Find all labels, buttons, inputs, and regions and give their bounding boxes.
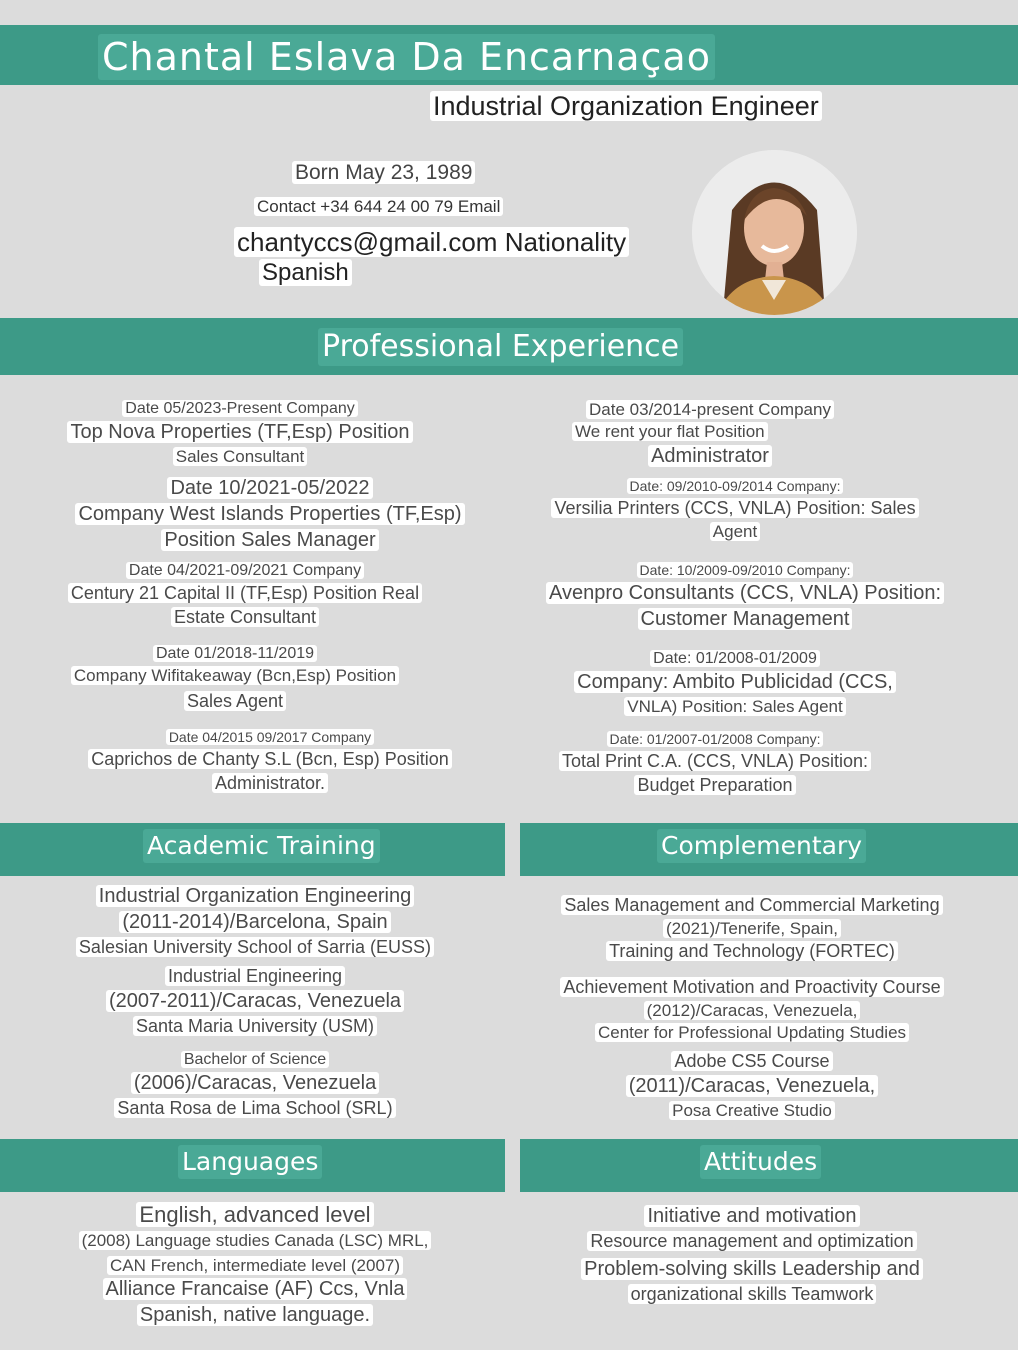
degree-school: Salesian University School of Sarria (EUSS) [76, 937, 434, 957]
academic-item-1 [40, 883, 470, 960]
complementary-heading: Complementary [657, 829, 866, 863]
complementary-item-3 [537, 1049, 967, 1122]
attitude-line: organizational skills Teamwork [628, 1284, 877, 1304]
degree-period: (2011-2014)/Barcelona, Spain [119, 911, 390, 933]
complementary-item-1 [537, 893, 967, 963]
languages-list [30, 1200, 480, 1329]
degree-period: (2006)/Caracas, Venezuela [131, 1072, 379, 1094]
academic-heading: Academic Training [143, 829, 380, 863]
language-line: English, advanced level [136, 1202, 373, 1227]
degree-period: (2007-2011)/Caracas, Venezuela [106, 990, 404, 1012]
nationality: Spanish [259, 259, 352, 286]
exp-position: Administrator. [212, 773, 328, 793]
attitudes-list [537, 1203, 967, 1306]
course-name: Sales Management and Commercial Marketing [561, 895, 942, 915]
attitude-line: Resource management and optimization [587, 1231, 916, 1251]
experience-heading: Professional Experience [318, 328, 683, 366]
degree-name: Industrial Organization Engineering [96, 885, 414, 907]
exp-position: Sales Consultant [173, 447, 308, 466]
degree-school: Santa Maria University (USM) [133, 1016, 377, 1036]
language-line: CAN French, intermediate level (2007) [107, 1256, 403, 1275]
exp-position: Customer Management [638, 608, 853, 630]
language-line: Spanish, native language. [137, 1304, 373, 1326]
course-school: Posa Creative Studio [669, 1101, 835, 1120]
complementary-item-2 [537, 975, 967, 1044]
profile-photo-illustration [692, 150, 857, 315]
exp-company: Avenpro Consultants (CCS, VNLA) Position: [546, 582, 944, 604]
exp-left-3 [50, 560, 440, 629]
contact-wrap [254, 196, 503, 217]
course-name: Achievement Motivation and Proactivity Course [560, 977, 943, 997]
exp-company: Top Nova Properties (TF,Esp) Position [67, 421, 412, 443]
born-wrap [292, 160, 475, 186]
exp-position: Agent [710, 522, 760, 541]
course-period: (2012)/Caracas, Venezuela, [644, 1001, 861, 1020]
course-name: Adobe CS5 Course [671, 1051, 832, 1071]
degree-name: Industrial Engineering [165, 966, 345, 986]
birth-date: Born May 23, 1989 [292, 161, 475, 184]
exp-company: We rent your flat Position [572, 422, 768, 441]
course-period: (2011)/Caracas, Venezuela, [626, 1075, 878, 1097]
exp-position: Sales Agent [184, 691, 286, 711]
language-line: Alliance Francaise (AF) Ccs, Vnla [103, 1278, 408, 1300]
exp-right-3 [530, 561, 960, 633]
exp-company: Company West Islands Properties (TF,Esp) [75, 503, 464, 525]
exp-company: Century 21 Capital II (TF,Esp) Position Real [68, 583, 422, 603]
exp-date: Date 04/2021-09/2021 Company [126, 562, 364, 579]
exp-date: Date 03/2014-present Company [586, 400, 834, 419]
exp-date: Date: 01/2008-01/2009 [650, 650, 820, 667]
nationality-wrap [259, 258, 352, 288]
exp-date: Date: 01/2007-01/2008 Company: [607, 731, 824, 747]
exp-right-2 [530, 477, 940, 543]
exp-date: Date 10/2021-05/2022 [167, 477, 372, 499]
profile-photo [692, 150, 857, 315]
email-wrap [234, 226, 629, 259]
exp-company: Company Wifitakeaway (Bcn,Esp) Position [71, 666, 399, 685]
degree-name: Bachelor of Science [181, 1051, 329, 1068]
attitude-line: Problem-solving skills Leadership and [581, 1258, 923, 1280]
exp-position: Estate Consultant [171, 607, 319, 627]
academic-item-3 [40, 1049, 470, 1121]
job-title: Industrial Organization Engineer [430, 91, 822, 121]
exp-left-5 [60, 728, 480, 795]
attitude-line: Initiative and motivation [644, 1205, 859, 1227]
exp-date: Date 05/2023-Present Company [122, 400, 357, 417]
attitudes-heading: Attitudes [700, 1145, 821, 1179]
exp-left-1 [55, 398, 425, 468]
exp-position: Administrator [648, 445, 772, 467]
job-title-wrap [430, 90, 822, 124]
course-school: Center for Professional Updating Studies [595, 1023, 909, 1042]
exp-right-4 [540, 648, 930, 718]
language-line: (2008) Language studies Canada (LSC) MRL, [79, 1231, 432, 1250]
contact-phone: Contact +34 644 24 00 79 Email [254, 197, 503, 216]
exp-position: VNLA) Position: Sales Agent [624, 697, 845, 716]
candidate-name: Chantal Eslava Da Encarnaçao [98, 34, 715, 80]
languages-heading: Languages [178, 1145, 322, 1179]
exp-position: Position Sales Manager [161, 529, 378, 551]
exp-company: Company: Ambito Publicidad (CCS, [574, 671, 896, 693]
exp-left-2 [60, 475, 480, 554]
exp-date: Date 04/2015 09/2017 Company [166, 729, 374, 745]
exp-left-4 [50, 643, 420, 714]
course-school: Training and Technology (FORTEC) [606, 941, 898, 961]
exp-position: Budget Preparation [634, 775, 795, 795]
email-nationality: chantyccs@gmail.com Nationality [234, 227, 629, 257]
exp-date: Date 01/2018-11/2019 [153, 645, 317, 662]
exp-company: Versilia Printers (CCS, VNLA) Position: Sales [551, 498, 918, 518]
exp-date: Date: 09/2010-09/2014 Company: [627, 478, 844, 494]
degree-school: Santa Rosa de Lima School (SRL) [114, 1098, 395, 1118]
exp-company: Caprichos de Chanty S.L (Bcn, Esp) Position [88, 749, 452, 769]
exp-date: Date: 10/2009-09/2010 Company: [637, 562, 854, 578]
exp-company: Total Print C.A. (CCS, VNLA) Position: [559, 751, 871, 771]
exp-right-1 [540, 398, 880, 470]
course-period: (2021)/Tenerife, Spain, [663, 919, 841, 938]
academic-item-2 [40, 964, 470, 1038]
exp-right-5 [540, 730, 890, 797]
